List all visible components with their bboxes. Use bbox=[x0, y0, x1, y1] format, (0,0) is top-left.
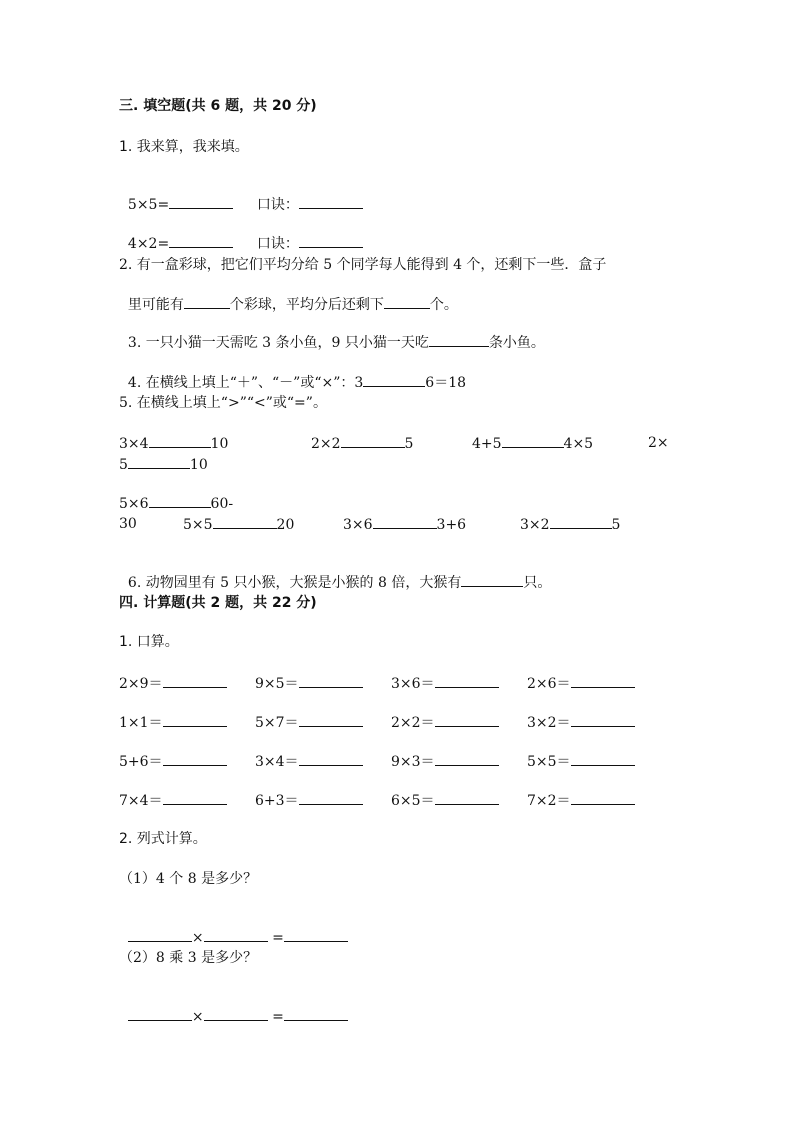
q5-expr: 4×5 bbox=[563, 436, 594, 452]
q2-text-a: 里可能有 bbox=[127, 297, 184, 313]
q5-item bbox=[119, 434, 228, 453]
oral-calc-expr: 2×9＝ bbox=[119, 676, 163, 692]
q2-text-c: 个。 bbox=[429, 297, 458, 313]
times-sign: × bbox=[191, 930, 204, 946]
oral-calc-expr: 5×7＝ bbox=[255, 715, 299, 731]
answer-blank[interactable] bbox=[128, 455, 190, 469]
q5-expr: 10 bbox=[210, 436, 229, 452]
q5-item bbox=[472, 434, 593, 453]
answer-blank[interactable] bbox=[461, 573, 523, 587]
answer-blank[interactable] bbox=[128, 1007, 192, 1021]
oral-calc-expr: 2×2＝ bbox=[391, 715, 435, 731]
q3-text-b: 条小鱼。 bbox=[488, 335, 545, 351]
answer-blank[interactable] bbox=[163, 713, 227, 727]
oral-calc-item bbox=[391, 752, 499, 771]
q5-item: 30 bbox=[119, 516, 137, 532]
oral-calc-item bbox=[527, 713, 635, 732]
oral-calc-item bbox=[255, 752, 363, 771]
answer-blank[interactable] bbox=[149, 434, 211, 448]
q1-row1-mnemonic bbox=[248, 177, 363, 214]
q5-expr: 3×6 bbox=[343, 517, 373, 533]
answer-blank[interactable] bbox=[299, 674, 363, 688]
s4-q2-sub1-answer bbox=[119, 910, 348, 947]
q5-expr: 4+5 bbox=[472, 436, 502, 452]
q5-expr: 20 bbox=[276, 517, 295, 533]
q5-expr: 5 bbox=[119, 457, 128, 473]
oral-calc-expr: 6+3＝ bbox=[255, 793, 299, 809]
answer-blank[interactable] bbox=[284, 928, 348, 942]
answer-blank[interactable] bbox=[284, 1007, 348, 1021]
answer-blank[interactable] bbox=[571, 791, 635, 805]
answer-blank[interactable] bbox=[373, 515, 437, 529]
answer-blank[interactable] bbox=[435, 674, 499, 688]
q5-item bbox=[119, 455, 208, 474]
answer-blank[interactable] bbox=[502, 434, 564, 448]
oral-calc-item bbox=[391, 674, 499, 693]
q4-text-b: 6＝18 bbox=[425, 375, 467, 391]
q2-line1: 2. 有一盒彩球，把它们平均分给 5 个同学每人能得到 4 个，还剩下一些．盒子 bbox=[119, 257, 607, 273]
s4-q2-sub1: （1）4 个 8 是多少？ bbox=[119, 871, 258, 887]
oral-calc-expr: 5+6＝ bbox=[119, 754, 163, 770]
oral-calc-expr: 2×6＝ bbox=[527, 676, 571, 692]
q5-item bbox=[343, 515, 466, 534]
s4-q2-sub2: （2）8 乘 3 是多少？ bbox=[119, 950, 258, 966]
oral-calc-item bbox=[119, 674, 227, 693]
s4-q1-title: 1. 口算。 bbox=[119, 634, 179, 650]
q3-line bbox=[119, 315, 545, 352]
q5-title: 5. 在横线上填上“>”“<”或“=”。 bbox=[119, 395, 327, 411]
answer-blank[interactable] bbox=[163, 791, 227, 805]
answer-blank[interactable] bbox=[204, 1007, 268, 1021]
answer-blank[interactable] bbox=[435, 791, 499, 805]
oral-calc-expr: 9×5＝ bbox=[255, 676, 299, 692]
answer-blank[interactable] bbox=[299, 713, 363, 727]
oral-calc-expr: 7×2＝ bbox=[527, 793, 571, 809]
q5-expr: 2×2 bbox=[311, 436, 341, 452]
oral-calc-item bbox=[119, 791, 227, 810]
q5-expr: 5 bbox=[404, 436, 414, 452]
answer-blank[interactable] bbox=[184, 295, 230, 309]
answer-blank[interactable] bbox=[435, 752, 499, 766]
q6-line bbox=[119, 555, 551, 592]
q3-text-a: 3. 一只小猫一天需吃 3 条小鱼，9 只小猫一天吃 bbox=[127, 335, 429, 351]
answer-blank[interactable] bbox=[204, 928, 268, 942]
q5-expr: 5×6 bbox=[119, 496, 149, 512]
answer-blank[interactable] bbox=[128, 928, 192, 942]
answer-blank[interactable] bbox=[163, 674, 227, 688]
s4-q2-title: 2. 列式计算。 bbox=[119, 831, 207, 847]
answer-blank[interactable] bbox=[169, 234, 233, 248]
answer-blank[interactable] bbox=[429, 333, 489, 347]
oral-calc-item bbox=[255, 713, 363, 732]
answer-blank[interactable] bbox=[435, 713, 499, 727]
answer-blank[interactable] bbox=[163, 752, 227, 766]
oral-calc-item bbox=[391, 713, 499, 732]
oral-calc-expr: 7×4＝ bbox=[119, 793, 163, 809]
q5-item bbox=[311, 434, 413, 453]
answer-blank[interactable] bbox=[571, 752, 635, 766]
q5-item bbox=[183, 515, 294, 534]
answer-blank[interactable] bbox=[384, 295, 430, 309]
oral-calc-expr: 3×4＝ bbox=[255, 754, 299, 770]
s4-q2-sub2-answer bbox=[119, 989, 348, 1026]
oral-calc-item bbox=[527, 674, 635, 693]
answer-blank[interactable] bbox=[341, 434, 405, 448]
mnemonic-label: 口诀： bbox=[256, 197, 299, 213]
answer-blank[interactable] bbox=[299, 791, 363, 805]
q5-expr: 3×2 bbox=[520, 517, 550, 533]
q5-expr: 60- bbox=[210, 496, 234, 512]
oral-calc-item bbox=[255, 791, 363, 810]
oral-calc-expr: 1×1＝ bbox=[119, 715, 163, 731]
oral-calc-expr: 3×2＝ bbox=[527, 715, 571, 731]
oral-calc-expr: 9×3＝ bbox=[391, 754, 435, 770]
q2-line2 bbox=[119, 277, 458, 314]
oral-calc-expr: 5×5＝ bbox=[527, 754, 571, 770]
q5-item bbox=[119, 494, 233, 513]
oral-calc-item bbox=[391, 791, 499, 810]
q6-text-b: 只。 bbox=[523, 575, 552, 591]
q4-text-a: 4. 在横线上填上“＋”、“－”或“×”：3 bbox=[127, 375, 364, 391]
q4-line bbox=[119, 355, 466, 392]
times-sign: × bbox=[191, 1009, 204, 1025]
oral-calc-expr: 6×5＝ bbox=[391, 793, 435, 809]
q5-item: 2× bbox=[648, 435, 669, 451]
answer-blank[interactable] bbox=[571, 674, 635, 688]
oral-calc-item bbox=[119, 713, 227, 732]
q5-expr: 3+6 bbox=[436, 517, 467, 533]
oral-calc-item bbox=[255, 674, 363, 693]
q1-row1-expr: 5×5= bbox=[127, 197, 170, 213]
answer-blank[interactable] bbox=[299, 752, 363, 766]
equals-sign: = bbox=[272, 1009, 284, 1025]
section-3-title: 三. 填空题(共 6 题，共 20 分) bbox=[119, 98, 317, 114]
q1-title: 1. 我来算，我来填。 bbox=[119, 139, 249, 155]
answer-blank[interactable] bbox=[363, 373, 425, 387]
oral-calc-item bbox=[527, 752, 635, 771]
q1-row2-mnemonic bbox=[248, 216, 363, 253]
oral-calc-expr: 3×6＝ bbox=[391, 676, 435, 692]
q1-row2-expr: 4×2= bbox=[127, 236, 170, 252]
answer-blank[interactable] bbox=[571, 713, 635, 727]
answer-blank[interactable] bbox=[550, 515, 612, 529]
answer-blank[interactable] bbox=[169, 195, 233, 209]
oral-calc-item bbox=[527, 791, 635, 810]
answer-blank[interactable] bbox=[299, 195, 363, 209]
q5-expr: 10 bbox=[189, 457, 208, 473]
oral-calc-item bbox=[119, 752, 227, 771]
answer-blank[interactable] bbox=[149, 494, 211, 508]
q5-expr: 3×4 bbox=[119, 436, 149, 452]
q1-row1 bbox=[119, 177, 233, 214]
q5-expr: 5×5 bbox=[183, 517, 213, 533]
section-4-title: 四. 计算题(共 2 题，共 22 分) bbox=[119, 595, 317, 611]
q5-item bbox=[520, 515, 620, 534]
q6-text-a: 6. 动物园里有 5 只小猴，大猴是小猴的 8 倍，大猴有 bbox=[127, 575, 462, 591]
equals-sign: = bbox=[272, 930, 284, 946]
mnemonic-label: 口诀： bbox=[256, 236, 299, 252]
answer-blank[interactable] bbox=[213, 515, 277, 529]
q5-expr: 5 bbox=[611, 517, 621, 533]
q2-text-b: 个彩球，平均分后还剩下 bbox=[229, 297, 384, 313]
q1-row2 bbox=[119, 216, 233, 253]
answer-blank[interactable] bbox=[299, 234, 363, 248]
